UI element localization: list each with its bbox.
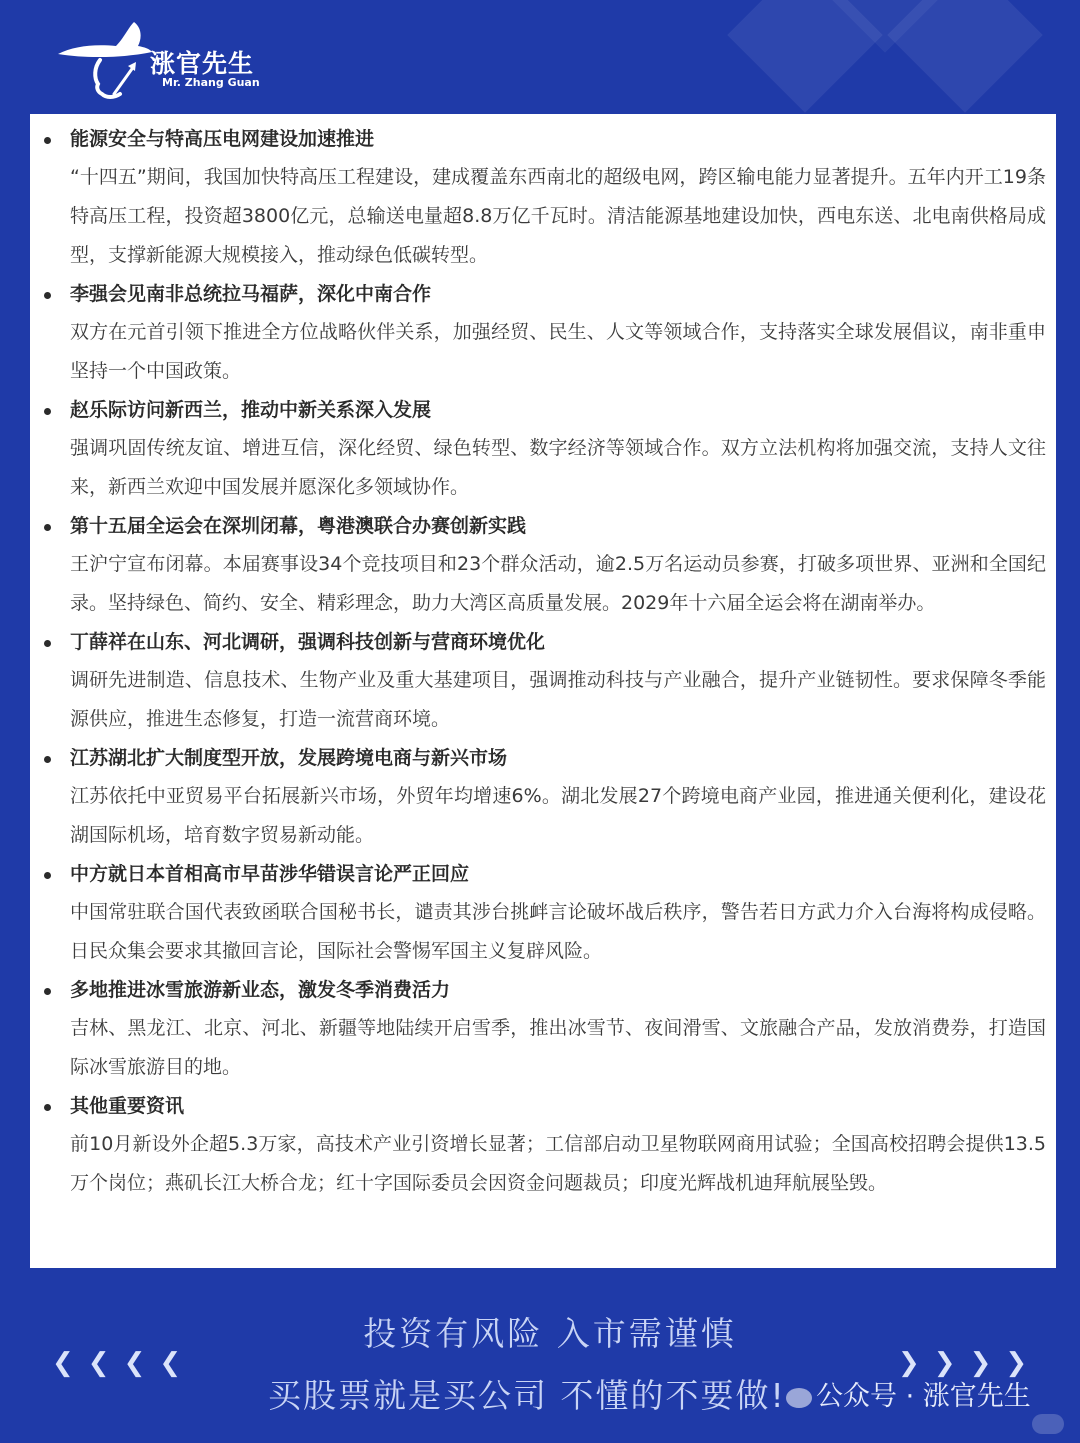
news-item [44, 971, 1046, 1087]
risk-warning: 投资有风险 入市需谨慎 [363, 1314, 737, 1353]
news-item [44, 855, 1046, 971]
bullet-icon [44, 1104, 51, 1111]
news-item [44, 739, 1046, 855]
hat-figure-icon [54, 16, 154, 102]
news-item [44, 120, 1046, 275]
news-title: 江苏湖北扩大制度型开放，发展跨境电商与新兴市场 [70, 747, 508, 769]
bullet-icon [44, 640, 51, 647]
bullet-icon [44, 292, 51, 299]
header-decoration [660, 0, 1080, 120]
bullet-icon [44, 137, 51, 144]
bullet-icon [44, 872, 51, 879]
news-item [44, 623, 1046, 739]
bullet-icon [44, 524, 51, 531]
news-body: 吉林、黑龙江、北京、河北、新疆等地陆续开启雪季，推出冰雪节、夜间滑雪、文旅融合产品，发放消费券，打造国际冰雪旅游目的地。 [70, 1017, 1046, 1078]
news-body: “十四五”期间，我国加快特高压工程建设，建成覆盖东西南北的超级电网，跨区输电能力显著提升。五年内开工19条特高压工程，投资超3800亿元，总输送电量超8.8万亿千瓦时。清洁能源基地建设加快，西电东送、北电南供格局成型，支撑新能源大规模接入，推动绿色低碳转型。 [70, 166, 1046, 266]
news-body: 江苏依托中亚贸易平台拓展新兴市场，外贸年均增速6%。湖北发展27个跨境电商产业园，推进通关便利化，建设花湖国际机场，培育数字贸易新动能。 [70, 785, 1046, 846]
brand-logo [54, 16, 294, 102]
news-body: 前10月新设外企超5.3万家，高技术产业引资增长显著；工信部启动卫星物联网商用试验；全国高校招聘会提供13.5万个岗位；燕矶长江大桥合龙；红十字国际委员会因资金问题裁员；印度光辉战机迪拜航展坠毁。 [70, 1133, 1046, 1194]
news-body: 中国常驻联合国代表致函联合国秘书长，谴责其涉台挑衅言论破坏战后秩序，警告若日方武力介入台海将构成侵略。日民众集会要求其撤回言论，国际社会警惕军国主义复辟风险。 [70, 901, 1046, 962]
watermark-text: 公众号 · 涨官先生 [816, 1381, 1031, 1412]
news-title: 丁薛祥在山东、河北调研，强调科技创新与营商环境优化 [70, 631, 546, 653]
news-body: 双方在元首引领下推进全方位战略伙伴关系，加强经贸、民生、人文等领域合作，支持落实全球发展倡议，南非重申坚持一个中国政策。 [70, 321, 1046, 382]
news-item [44, 275, 1046, 391]
news-item [44, 507, 1046, 623]
news-title: 第十五届全运会在深圳闭幕，粤港澳联合办赛创新实践 [70, 515, 527, 537]
account-watermark [786, 1374, 1031, 1413]
news-title: 其他重要资讯 [70, 1095, 185, 1117]
bullet-icon [44, 408, 51, 415]
news-title: 赵乐际访问新西兰，推动中新关系深入发展 [70, 399, 432, 421]
investment-motto: 买股票就是买公司 不懂的不要做! [268, 1376, 786, 1415]
chevrons-left-icon: ❮❮❮❮ [52, 1348, 196, 1378]
news-title: 李强会见南非总统拉马福萨，深化中南合作 [70, 283, 432, 305]
news-card [30, 114, 1056, 1268]
bullet-icon [44, 988, 51, 995]
wechat-icon [786, 1388, 812, 1408]
news-title: 多地推进冰雪旅游新业态，激发冬季消费活力 [70, 979, 451, 1001]
news-title: 中方就日本首相高市早苗涉华错误言论严正回应 [70, 863, 470, 885]
news-body: 强调巩固传统友谊、增进互信，深化经贸、绿色转型、数字经济等领域合作。双方立法机构将加强交流，支持人文往来，新西兰欢迎中国发展并愿深化多领域协作。 [70, 437, 1046, 498]
news-item [44, 391, 1046, 507]
news-body: 调研先进制造、信息技术、生物产业及重大基建项目，强调推动科技与产业融合，提升产业链韧性。要求保障冬季能源供应，推进生态修复，打造一流营商环境。 [70, 669, 1046, 730]
brand-subtitle: Mr. Zhang Guan [162, 76, 260, 89]
bullet-icon [44, 756, 51, 763]
brand-name: 涨官先生 [150, 49, 255, 78]
news-title: 能源安全与特高压电网建设加速推进 [70, 128, 375, 150]
news-item [44, 1087, 1046, 1203]
corner-badge [1032, 1414, 1064, 1434]
news-body: 王沪宁宣布闭幕。本届赛事设34个竞技项目和23个群众活动，逾2.5万名运动员参赛，打破多项世界、亚洲和全国纪录。坚持绿色、简约、安全、精彩理念，助力大湾区高质量发展。2029年十六届全运会将在湖南举办。 [70, 553, 1046, 614]
chevrons-right-icon: ❯❯❯❯ [898, 1348, 1042, 1378]
